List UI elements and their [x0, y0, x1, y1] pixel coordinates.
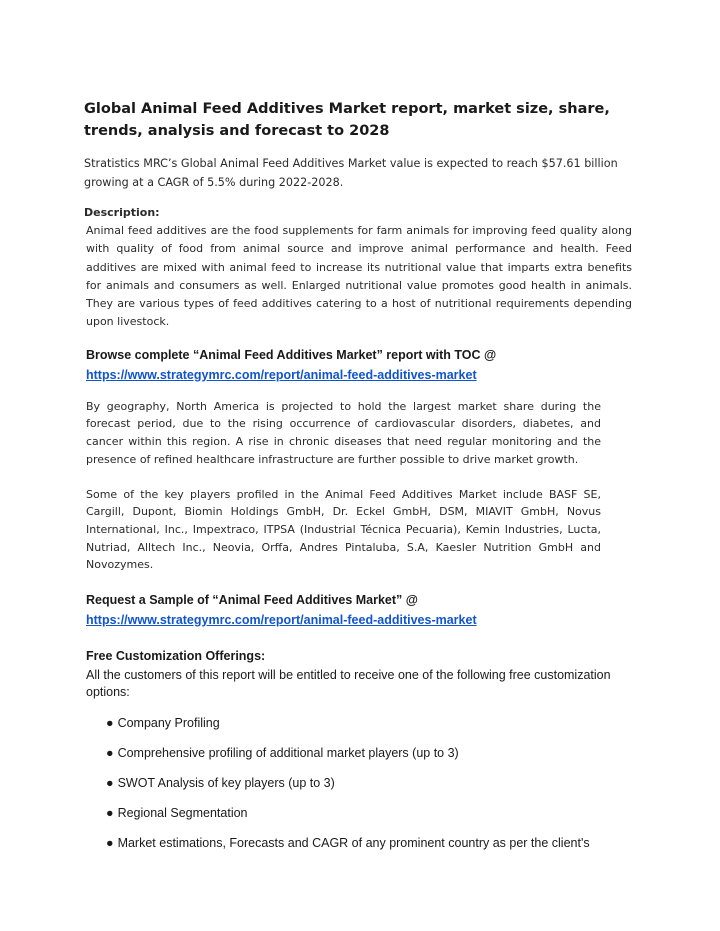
list-item-label: Market estimations, Forecasts and CAGR of any prominent country as per the client's — [117, 836, 590, 851]
list-item — [106, 775, 636, 791]
geography-paragraph: By geography, North America is projected to hold the largest market share during the forecast period, due to the rising occurrence of cardiovascular disorders, diabetes, and cancer within this region. A rise in chronic diseases that need regular monitoring and the presence of refined healthcare infrastructure are further possible to drive market growth. — [86, 399, 601, 466]
list-item — [106, 835, 636, 851]
intro-paragraph: Stratistics MRC’s Global Animal Feed Additives Market value is expected to reach $57.61 billion growing at a CAGR of 5.5% during 2022-2028. — [84, 157, 618, 189]
browse-report-label: Browse complete “Animal Feed Additives Market” report with TOC @ — [86, 347, 497, 362]
list-item-label: Comprehensive profiling of additional market players (up to 3) — [117, 746, 459, 761]
bullet-icon: ● — [106, 836, 114, 851]
description-body: Animal feed additives are the food supplements for farm animals for improving feed quality along with quality of food from animal source and improve animal performance and health. Feed additives are mixed with animal feed to increase its nutritional value that imparts extra benefits for animals and consumers as well. Enlarged nutritional value promotes good health in animals. They are various types of feed additives catering to a host of nutritional requirements depending upon livestock. — [86, 224, 632, 329]
request-sample-link[interactable]: https://www.strategymrc.com/report/animal-feed-additives-market — [86, 613, 477, 628]
bullet-icon: ● — [106, 746, 114, 761]
request-sample-label: Request a Sample of “Animal Feed Additives Market” @ — [86, 593, 418, 608]
list-item — [106, 745, 636, 761]
customization-body: All the customers of this report will be entitled to receive one of the following free customization options: — [86, 668, 611, 700]
browse-report-link[interactable]: https://www.strategymrc.com/report/animal-feed-additives-market — [86, 367, 477, 382]
description-label: Description: — [84, 206, 160, 219]
document-title: Global Animal Feed Additives Market report, market size, share, trends, analysis and forecast to 2028 — [84, 101, 610, 139]
key-players-paragraph: Some of the key players profiled in the Animal Feed Additives Market include BASF SE, Cargill, Dupont, Biomin Holdings GmbH, Dr. Eckel GmbH, DSM, MIAVIT GmbH, Novus International, Inc., Impextraco, ITPSA (Industrial Técnica Pecuaria), Kemin Industries, Lucta, Nutriad, Alltech Inc., Neovia, Orffa, Andres Pintaluba, S.A, Kaesler Nutrition GmbH and Novozymes. — [86, 487, 601, 572]
list-item-label: Regional Segmentation — [117, 806, 248, 821]
bullet-icon: ● — [106, 806, 114, 821]
bullet-icon: ● — [106, 776, 114, 791]
list-item — [106, 805, 636, 821]
list-item-label: Company Profiling — [117, 716, 220, 731]
customization-list — [106, 715, 636, 851]
list-item-label: SWOT Analysis of key players (up to 3) — [117, 776, 335, 791]
customization-title: Free Customization Offerings: — [86, 649, 266, 664]
list-item — [106, 715, 636, 731]
document-page — [84, 98, 636, 865]
bullet-icon: ● — [106, 716, 114, 731]
